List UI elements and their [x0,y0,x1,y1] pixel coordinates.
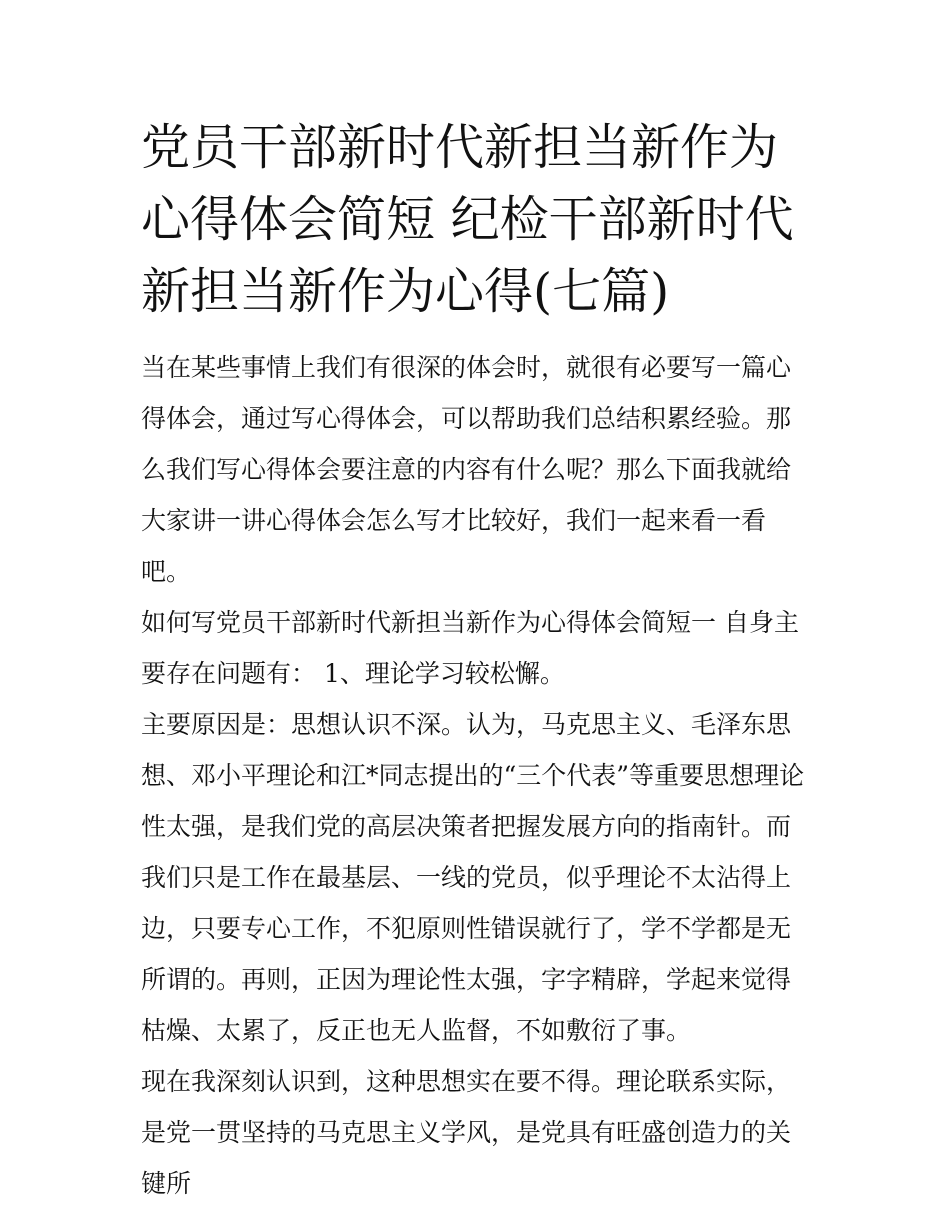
paragraph-realization: 现在我深刻认识到，这种思想实在要不得。理论联系实际，是党一贯坚持的马克思主义学风，是党具有旺盛创造力的关键所 [141,1067,792,1198]
document-body [141,342,813,1209]
document-title: 党员干部新时代新担当新作为心得体会简短 纪检干部新时代新担当新作为心得(七篇) [141,119,794,320]
paragraph-heading-one: 如何写党员干部新时代新担当新作为心得体会简短一 自身主要存在问题有： 1、理论学习较松懈。 [141,608,799,688]
paragraph-intro: 当在某些事情上我们有很深的体会时，就很有必要写一篇心得体会，通过写心得体会，可以帮助我们总结积累经验。那么我们写心得体会要注意的内容有什么呢？那么下面我就给大家讲一讲心得体会怎么写才比较好，我们一起来看一看吧。 [141,353,792,586]
paragraph-main-reason: 主要原因是：思想认识不深。认为，马克思主义、毛泽东思想、邓小平理论和江*同志提出的“三个代表”等重要思想理论性太强，是我们党的高层决策者把握发展方向的指南针。而我们只是工作在最基层、一线的党员，似乎理论不太沾得上边，只要专心工作，不犯原则性错误就行了，学不学都是无所谓的。再则，正因为理论性太强，字字精辟，学起来觉得枯燥、太累了，反正也无人监督，不如敷衍了事。 [141,710,805,1045]
document-page [141,112,813,1209]
